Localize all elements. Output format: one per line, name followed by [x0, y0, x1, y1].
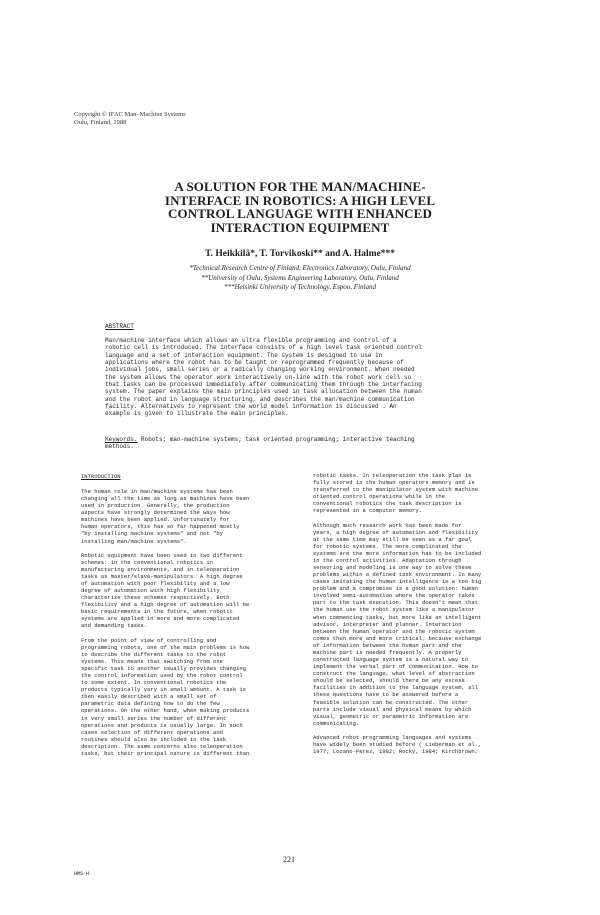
body-text-line: systems. This means that switching from one: [81, 657, 223, 665]
body-text-line: communicating.: [313, 719, 360, 727]
abstract-line: that tasks can be processed immediately after communicating them through the interfacing: [105, 381, 422, 389]
paper-title: [80, 180, 520, 234]
body-text-line: years, a high degree of automation and flexibility: [313, 528, 479, 536]
body-text-line: then easily described with a small set of: [81, 693, 217, 701]
body-text-line: tasks as master/slave-manipulators. A high degree: [81, 572, 243, 580]
body-text-line: comes then more and more critical, because exchange: [313, 634, 482, 642]
body-text-line: schemes: in the conventional robotics in: [81, 558, 214, 566]
keywords-line: [105, 436, 480, 443]
body-text-line: installing man/machine systems".: [81, 537, 187, 545]
body-text-line: human operators, this has so far happened mostly: [81, 523, 240, 531]
body-text-line: in the control activities. Adaptation through: [313, 556, 462, 564]
body-text-line: the control information used by the robot control: [81, 672, 243, 680]
body-text-line: involved semi-automation where the operator takes: [313, 592, 475, 600]
body-text-line: robotic tasks. In teleoperation the task plan is: [313, 472, 472, 479]
body-text-line: oriented control operations while in the: [313, 493, 446, 501]
body-column-right: [313, 472, 528, 755]
body-text-line: sensoring and modeling is one way to solve these: [313, 564, 472, 572]
abstract-line: Man/machine interface which allows an ultra flexible programming and control of a: [105, 337, 397, 344]
body-text-line: [81, 545, 296, 552]
abstract-line: system. The paper explains the main principles used in task allocation between the human: [105, 388, 422, 396]
keywords-text: Robots; man-machine systems; task oriented programming; interactive teaching: [141, 436, 415, 443]
body-text-line: problem and a compromise is a good solution: human: [313, 585, 479, 593]
body-text-line: cases selection of different operations and: [81, 728, 223, 736]
body-text-line: description. The same concerns also teleoperation: [81, 742, 243, 750]
body-text-line: fully stored in the human operators memory and is: [313, 479, 475, 487]
keywords-label: Keywords.: [105, 436, 138, 443]
section-heading-introduction: INTRODUCTION: [81, 473, 121, 480]
body-text-line: at the same time may still be seen as a far goal: [313, 535, 472, 543]
footer-code: HMS-H: [74, 871, 90, 877]
body-text-line: between the human operator and the robotic system: [313, 627, 475, 635]
abstract-body: [105, 337, 475, 418]
title-line: CONTROL LANGUAGE WITH ENHANCED: [168, 206, 432, 221]
title-line: INTERFACE IN ROBOTICS: A HIGH LEVEL: [164, 192, 436, 208]
body-text-line: tasks, but their principal nature is different than: [81, 749, 250, 757]
body-text-line: programming robots, one of the main problems is how: [81, 643, 250, 651]
affiliation: ***Helsinki University of Technology, Espoo, Finland: [224, 283, 376, 291]
body-text-line: "by installing machine systems" and not "by: [81, 530, 223, 538]
body-text-line: [81, 630, 296, 637]
body-text-line: and demanding tasks.: [81, 622, 148, 630]
body-text-line: transferred to the manipulator system with machine: [313, 486, 479, 494]
abstract-line: example is given to illustrate the main principles.: [105, 410, 289, 418]
body-text-line: manufacturing environments, and in teleoperation: [81, 565, 240, 573]
body-text-line: parts include visual and physical means by which: [313, 705, 472, 713]
body-text-line: construct the language, what level of abstraction: [313, 670, 475, 678]
affiliations: [140, 264, 460, 293]
body-text-line: of information between the human part and the: [313, 641, 462, 649]
body-text-line: visual, geometric or parametric information are: [313, 712, 469, 720]
abstract-line: facility. Alternatives to represent the world model information is discussed . An: [105, 403, 397, 411]
abstract-line: robotic cell is introduced. The interface consists of a high level task oriented control: [105, 344, 422, 352]
body-text-line: operations. On the other hand, when making products: [81, 707, 250, 715]
body-text-line: these questions have to be answered before a: [313, 691, 459, 699]
body-text-line: for robotic systems. The more complicated the: [313, 542, 462, 550]
authors: T. Heikkilä*, T. Torvikoski** and A. Halme***: [204, 249, 396, 259]
body-text-line: operations and products is usually large. In such: [81, 721, 243, 729]
body-text-line: systems are the more information has to be included: [313, 549, 482, 557]
body-text-line: changing all the time as long as machines have been: [81, 495, 250, 503]
body-text-line: The human role in man/machine systems has been: [81, 488, 233, 495]
body-text-line: have widely been studied before ( Lieberman et al.,: [313, 740, 482, 748]
copyright-line: Copyright © IFAC Man–Machine Systems: [74, 111, 186, 118]
body-text-line: flexibility and a high degree of automation will be: [81, 601, 250, 609]
body-text-line: aspects have strongly determined the ways how: [81, 509, 230, 517]
body-text-line: [313, 514, 528, 521]
body-text-line: degree of automation with high flexibility: [81, 587, 220, 595]
body-text-line: cases imitating the human intelligence is a too big: [313, 578, 482, 586]
body-text-line: Although much research work has been made for: [313, 521, 462, 529]
body-text-line: conventional robotics the task description is: [313, 500, 462, 508]
body-text-line: systems are applied in more and more complicated: [81, 615, 240, 623]
body-text-line: implement the verbal part of communication. How to: [313, 663, 479, 671]
body-column-left: [81, 488, 296, 757]
body-text-line: [313, 727, 528, 734]
body-text-line: when commencing tasks, but more like an intelligent: [313, 613, 482, 621]
title-line: INTERACTION EQUIPMENT: [210, 219, 390, 235]
abstract-line: and the robot and in language structuring, and describes the man/machine communication: [105, 395, 415, 403]
affiliation: **University of Oulu, Systems Engineering Laboratory, Oulu, Finland: [201, 273, 399, 282]
body-text-line: 1977; Lozano-Perez, 1982; Rocky, 1984; Kirchbrown,: [313, 748, 479, 756]
body-text-line: of automation with poor flexibility and a low: [81, 580, 230, 588]
page-number: 221: [283, 855, 295, 864]
copyright-notice: [74, 111, 186, 127]
body-text-line: used in production. Generally, the production: [81, 502, 230, 510]
body-text-line: machine part is needed frequently. A properly: [313, 648, 462, 656]
keywords-line: methods.: [105, 443, 134, 451]
body-text-line: represented in a computer memory.: [313, 507, 422, 515]
body-text-line: Advanced robot programming languages and systems: [313, 733, 472, 741]
body-text-line: in very small series the number of different: [81, 714, 227, 722]
abstract-line: applications where the robot has to be taught or reprogrammed frequently because of: [105, 359, 404, 367]
body-text-line: specific task to another usually provides changing: [81, 664, 247, 672]
body-text-line: From the point of view of controlling and: [81, 636, 217, 644]
affiliation: *Technical Research Centre of Finland, Electronics Laboratory, Oulu, Finland: [189, 264, 411, 272]
body-text-line: Robotic equipment have been used in two different: [81, 551, 243, 559]
copyright-location: Oulu, Finland, 1988: [74, 119, 127, 126]
body-text-line: advisor, interpreter and planner. Interaction: [313, 620, 462, 628]
body-text-line: constructed language system is a natural way to: [313, 656, 469, 664]
body-text-line: parametric data defining how to do the few: [81, 700, 220, 708]
body-text-line: to describe the different tasks to the robot: [81, 650, 227, 658]
body-text-line: machines have been applied. Unfortunately for: [81, 516, 230, 524]
body-text-line: routines should also be included in the task: [81, 735, 227, 743]
body-text-line: to some extent. In conventional robotics the: [81, 679, 227, 687]
title-line: A SOLUTION FOR THE MAN/MACHINE-: [174, 179, 426, 194]
body-text-line: facilities in addition to the language system, all: [313, 684, 479, 692]
abstract-line: the system allows the operator work interactively on-line with the robot work cell so: [105, 373, 412, 381]
abstract-line: individual jobs, small series or a radically changing working environment. When needed: [105, 366, 415, 374]
abstract-heading: ABSTRACT: [105, 323, 134, 330]
body-text-line: basic requirements in the future, when robotic: [81, 608, 233, 616]
body-text-line: feasible solution can be constructed. The other: [313, 698, 469, 706]
body-text-line: problems within a defined task environment. In many: [313, 571, 482, 579]
body-text-line: part to the task execution. This doesn't mean that: [313, 599, 479, 607]
body-text-line: products typically vary in small amount. A task is: [81, 686, 247, 694]
body-text-line: should be selected, should there be any excess: [313, 677, 465, 685]
abstract-line: language and a set of interaction equipment. The system is designed to use in: [105, 351, 383, 359]
body-text-line: characterize these schemes respectively. Both: [81, 594, 230, 602]
body-text-line: the human use the robot system like a manipulator: [313, 606, 475, 614]
keywords: [105, 436, 480, 451]
